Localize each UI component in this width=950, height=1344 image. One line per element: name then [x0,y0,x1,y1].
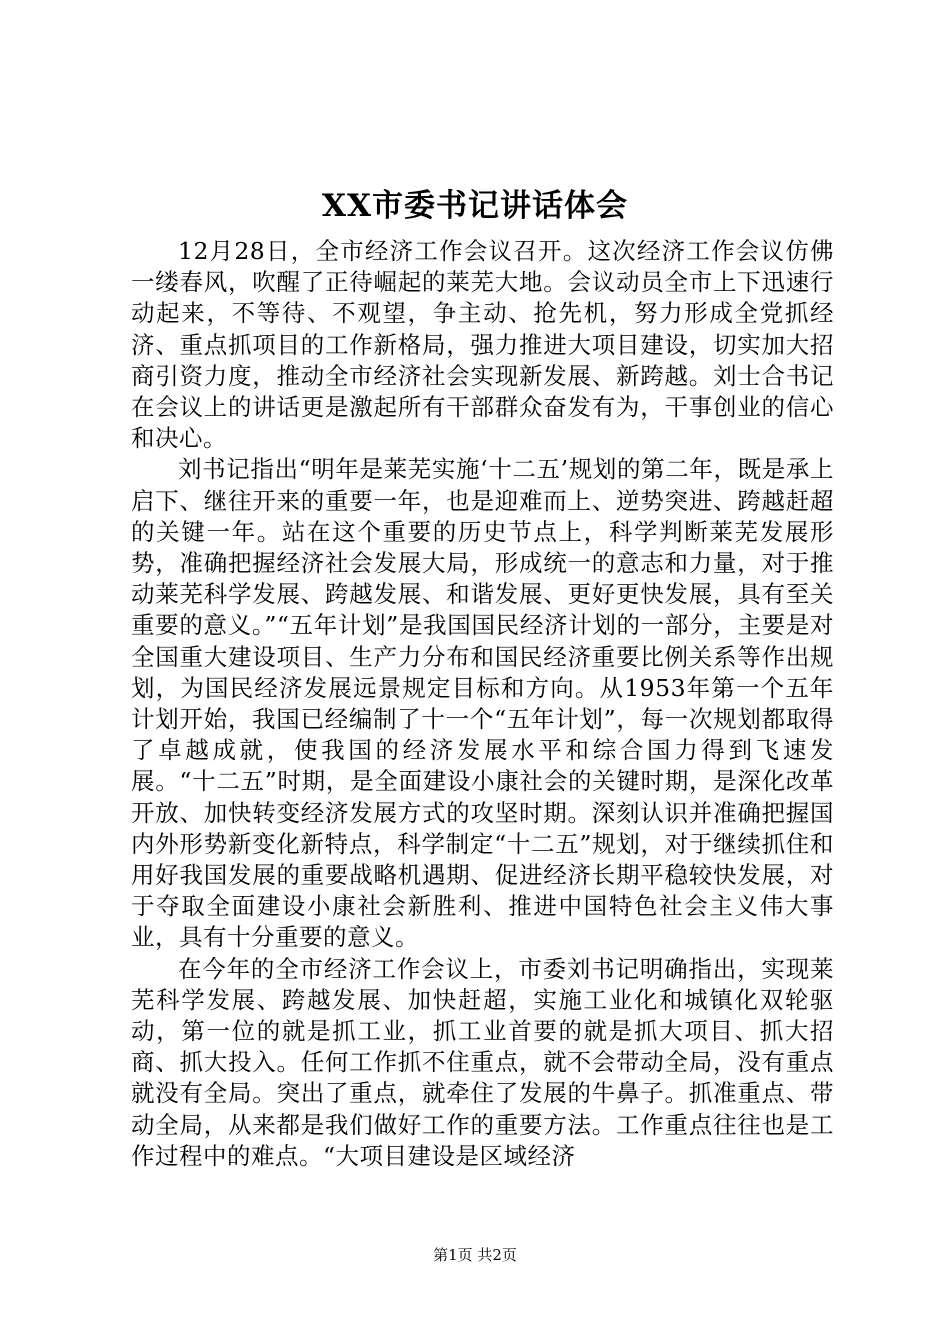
page-number-footer: 第1页 共2页 [433,1246,517,1264]
document-title: XX市委书记讲话体会 [321,188,629,224]
paragraph: 刘书记指出“明年是莱芜实施‘十二五’规划的第二年，既是承上启下、继往开来的重要一年，也是迎难而上、逆势突进、跨越赶超的关键一年。站在这个重要的历史节点上，科学判断莱芜发展形势，准确把握经济社会发展大局，形成统一的意志和力量，对于推动莱芜科学发展、跨越发展、和谐发展、更好更快发展，具有至关重要的意义。”“五年计划”是我国国民经济计划的一部分，主要是对全国重大建设项目、生产力分布和国民经济重要比例关系等作出规划，为国民经济发展远景规定目标和方向。从1953年第一个五年计划开始，我国已经编制了十一个“五年计划”，每一次规划都取得了卓越成就，使我国的经济发展水平和综合国力得到飞速发展。“十二五”时期，是全面建设小康社会的关键时期，是深化改革开放、加快转变经济发展方式的攻坚时期。深刻认识并准确把握国内外形势新变化新特点，科学制定“十二五”规划，对于继续抓住和用好我国发展的重要战略机遇期、促进经济长期平稳较快发展，对于夺取全面建设小康社会新胜利、推进中国特色社会主义伟大事业，具有十分重要的意义。 [131,455,834,952]
paragraph: 12月28日，全市经济工作会议召开。这次经济工作会议仿佛一缕春风，吹醒了正待崛起的莱芜大地。会议动员全市上下迅速行动起来，不等待、不观望，争主动、抢先机，努力形成全党抓经济、重点抓项目的工作新格局，强力推进大项目建设，切实加大招商引资力度，推动全市经济社会实现新发展、新跨越。刘士合书记在会议上的讲话更是激起所有干部群众奋发有为，干事创业的信心和决心。 [131,237,834,453]
paragraph: 在今年的全市经济工作会议上，市委刘书记明确指出，实现莱芜科学发展、跨越发展、加快赶超，实施工业化和城镇化双轮驱动，第一位的就是抓工业，抓工业首要的就是抓大项目、抓大招商、抓大投入。任何工作抓不住重点，就不会带动全局，没有重点就没有全局。突出了重点，就牵住了发展的牛鼻子。抓准重点、带动全局，从来都是我们做好工作的重要方法。工作重点往往也是工作过程中的难点。“大项目建设是区域经济 [131,954,834,1170]
document-body [131,236,834,1172]
